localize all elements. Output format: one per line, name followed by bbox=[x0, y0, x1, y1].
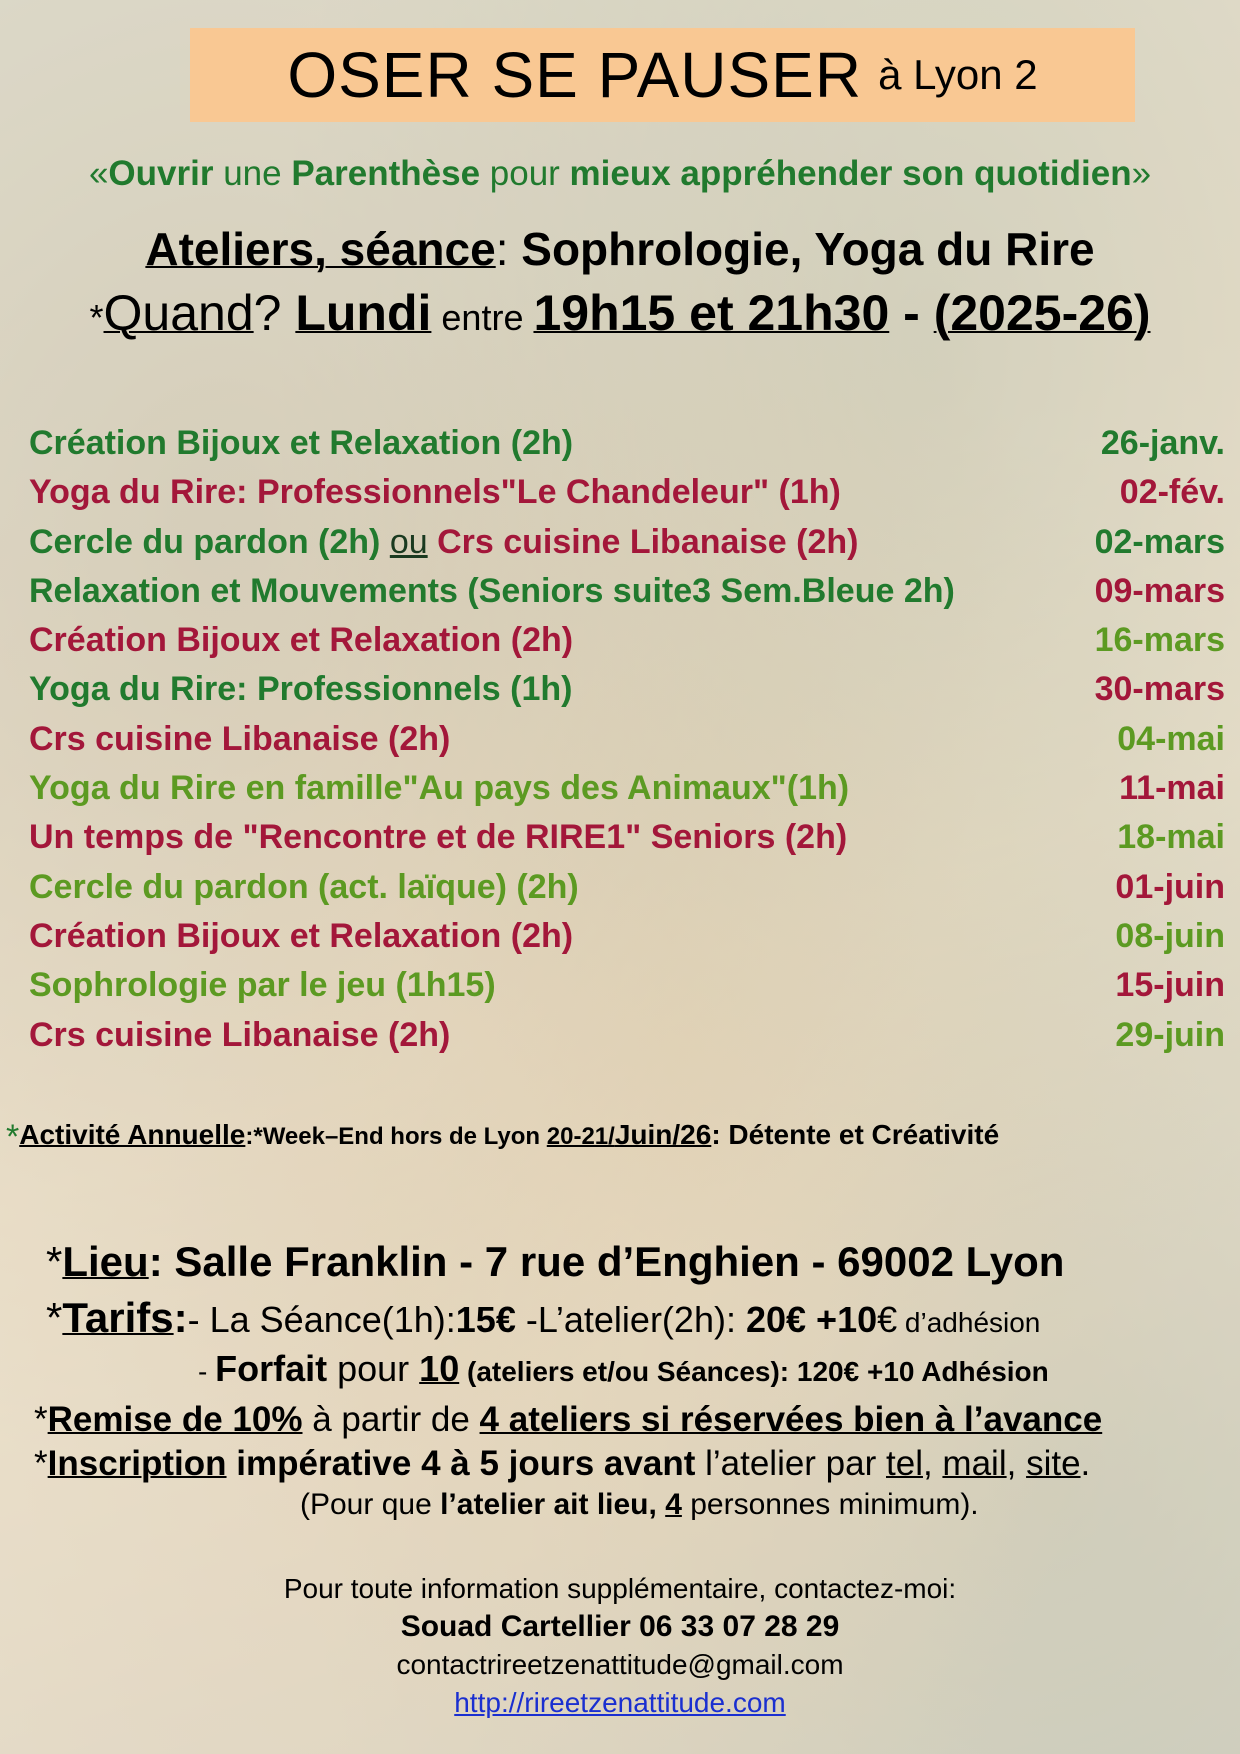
session-name bbox=[29, 523, 858, 562]
session-date: 02-mars bbox=[1094, 522, 1225, 561]
session-name: Création Bijoux et Relaxation (2h) bbox=[29, 424, 574, 462]
package-pour: pour bbox=[327, 1348, 420, 1389]
annual-label: Activité Annuelle bbox=[19, 1119, 246, 1150]
session-name: Un temps de "Rencontre et de RIRE1" Seniors (2h) bbox=[29, 818, 848, 857]
minimum-text: (Pour que bbox=[300, 1488, 441, 1521]
title-banner bbox=[190, 28, 1135, 122]
venue-star: * bbox=[46, 1238, 63, 1285]
session-date: 30-mars bbox=[1094, 670, 1225, 709]
pricing bbox=[46, 1294, 1040, 1342]
schedule-row bbox=[25, 720, 1235, 769]
session-date: 29-juin bbox=[1115, 1015, 1225, 1054]
session-name: Yoga du Rire: Professionnels (1h) bbox=[29, 670, 573, 709]
tagline-open-quote: « bbox=[88, 154, 109, 193]
pricing-membership: +10 bbox=[806, 1299, 878, 1340]
discount-label: Remise de 10% bbox=[47, 1400, 303, 1439]
quand-entre: entre bbox=[431, 297, 534, 338]
registration-comma: , bbox=[1006, 1444, 1027, 1483]
annual-date-month: Juin/26 bbox=[614, 1119, 712, 1150]
session-date: 08-juin bbox=[1115, 916, 1225, 955]
session-name: Yoga du Rire en famille"Au pays des Animaux"(1h) bbox=[29, 769, 850, 808]
minimum-count: 4 bbox=[665, 1488, 682, 1521]
session-name: Crs cuisine Libanaise (2h) bbox=[29, 719, 451, 758]
pricing-workshop: -L’atelier(2h): bbox=[515, 1299, 746, 1340]
contact-name-phone: Souad Cartellier 06 33 07 28 29 bbox=[400, 1610, 840, 1643]
tagline-word: mieux appréhender son bbox=[569, 154, 965, 193]
quand-dash: - bbox=[889, 285, 934, 341]
schedule-row bbox=[25, 670, 1235, 719]
schedule-list bbox=[25, 424, 1235, 1065]
quand-season: (2025-26) bbox=[933, 285, 1151, 341]
pricing-star: * bbox=[46, 1294, 63, 1341]
schedule-row bbox=[25, 1016, 1235, 1065]
schedule-row bbox=[25, 868, 1235, 917]
session-date: 09-mars bbox=[1094, 571, 1225, 610]
session-date: 15-juin bbox=[1115, 966, 1225, 1005]
session-date: 01-juin bbox=[1115, 867, 1225, 906]
quand-star: * bbox=[89, 297, 104, 338]
discount bbox=[34, 1400, 1102, 1440]
ateliers-label: Ateliers, séance bbox=[145, 223, 496, 275]
annual-activity bbox=[6, 1118, 999, 1157]
schedule-row bbox=[25, 769, 1235, 818]
session-name: Sophrologie par le jeu (1h15) bbox=[29, 966, 496, 1005]
minimum-participants bbox=[300, 1488, 979, 1522]
registration-tel: tel bbox=[886, 1444, 923, 1483]
session-or: ou bbox=[389, 522, 428, 561]
package-price bbox=[198, 1348, 1049, 1390]
registration-mail: mail bbox=[942, 1444, 1007, 1483]
annual-weekend: :*Week–End hors de Lyon bbox=[245, 1123, 547, 1150]
schedule-row bbox=[25, 818, 1235, 867]
session-date: 18-mai bbox=[1117, 818, 1225, 857]
registration-comma: , bbox=[922, 1444, 943, 1483]
tagline-word: quotidien bbox=[974, 154, 1132, 193]
ateliers-heading bbox=[0, 222, 1240, 276]
pricing-workshop-price: 20€ bbox=[745, 1299, 807, 1340]
schedule-row bbox=[25, 966, 1235, 1015]
contact-website-link[interactable]: http://rireetzenattitude.com bbox=[454, 1687, 786, 1718]
annual-date-days: 20-21/ bbox=[546, 1123, 615, 1150]
pricing-label: Tarifs bbox=[62, 1294, 174, 1341]
package-details: (ateliers et/ou Séances): 120€ +10 Adhésion bbox=[459, 1356, 1049, 1387]
session-name: Yoga du Rire: Professionnels"Le Chandeleur" (1h) bbox=[29, 473, 841, 512]
quand-hours: 19h15 et 21h30 bbox=[533, 285, 890, 341]
tagline bbox=[0, 154, 1240, 194]
annual-theme: : Détente et Créativité bbox=[711, 1119, 1000, 1150]
page-title: OSER SE PAUSER bbox=[287, 39, 863, 111]
ateliers-activities: Sophrologie, Yoga du Rire bbox=[521, 223, 1095, 275]
schedule-when bbox=[0, 284, 1240, 342]
schedule-row bbox=[25, 621, 1235, 670]
registration-deadline: impérative 4 à 5 jours avant bbox=[226, 1444, 696, 1483]
schedule-row bbox=[25, 424, 1235, 473]
annual-star: * bbox=[6, 1118, 20, 1156]
contact-block bbox=[0, 1570, 1240, 1722]
pricing-session: - La Séance(1h): bbox=[187, 1299, 456, 1340]
quand-qmark: ? bbox=[253, 285, 296, 341]
quand-day: Lundi bbox=[295, 285, 432, 341]
pricing-session-price: 15€ bbox=[455, 1299, 516, 1340]
schedule-row bbox=[25, 917, 1235, 966]
registration-period: . bbox=[1080, 1444, 1091, 1483]
minimum-text-end: personnes minimum). bbox=[681, 1488, 979, 1521]
session-name-part: Crs cuisine Libanaise (2h) bbox=[427, 522, 859, 561]
schedule-row bbox=[25, 572, 1235, 621]
registration bbox=[34, 1444, 1090, 1484]
discount-condition: 4 ateliers si réservées bien à l’avance bbox=[479, 1400, 1103, 1439]
session-name: Cercle du pardon (act. laïque) (2h) bbox=[29, 867, 579, 906]
schedule-row bbox=[25, 473, 1235, 522]
tagline-word: une bbox=[213, 154, 292, 193]
session-name-part: Cercle du pardon (2h) bbox=[29, 522, 390, 561]
pricing-colon: : bbox=[173, 1294, 188, 1341]
contact-intro: Pour toute information supplémentaire, contactez-moi: bbox=[283, 1573, 957, 1604]
tagline-word: pour bbox=[480, 154, 570, 193]
contact-email[interactable]: contactrireetzenattitude@gmail.com bbox=[396, 1649, 844, 1680]
session-name: Création Bijoux et Relaxation (2h) bbox=[29, 916, 574, 955]
session-name: Relaxation et Mouvements (Seniors suite3 Sem.Bleue 2h) bbox=[29, 571, 955, 610]
session-date: 26-janv. bbox=[1100, 424, 1225, 462]
page-title-location: à Lyon 2 bbox=[878, 51, 1038, 98]
discount-mid: à partir de bbox=[302, 1400, 480, 1439]
venue bbox=[46, 1238, 1064, 1286]
session-date: 11-mai bbox=[1119, 769, 1225, 808]
discount-star: * bbox=[34, 1400, 48, 1439]
package-dash: - bbox=[198, 1356, 216, 1387]
registration-by: l’atelier par bbox=[695, 1444, 886, 1483]
tagline-close-quote: » bbox=[1131, 154, 1152, 193]
tagline-word: Parenthèse bbox=[291, 154, 481, 193]
package-count: 10 bbox=[419, 1348, 460, 1389]
schedule-row bbox=[25, 523, 1235, 572]
venue-label: Lieu bbox=[62, 1238, 149, 1285]
pricing-euro: € bbox=[877, 1299, 898, 1340]
session-date: 16-mars bbox=[1094, 621, 1225, 660]
session-name: Création Bijoux et Relaxation (2h) bbox=[29, 621, 574, 660]
quand-label: Quand bbox=[103, 285, 254, 341]
minimum-text-bold: l’atelier ait lieu, bbox=[440, 1488, 666, 1521]
registration-label: Inscription bbox=[47, 1444, 227, 1483]
session-date: 02-fév. bbox=[1119, 473, 1225, 512]
venue-address: : Salle Franklin - 7 rue d’Enghien - 69002 Lyon bbox=[148, 1238, 1065, 1285]
tagline-word: Ouvrir bbox=[108, 154, 214, 193]
registration-site: site bbox=[1026, 1444, 1081, 1483]
tagline-space bbox=[964, 154, 974, 193]
session-date: 04-mai bbox=[1117, 719, 1225, 758]
session-name: Crs cuisine Libanaise (2h) bbox=[29, 1015, 451, 1054]
pricing-membership-label: d’adhésion bbox=[897, 1307, 1041, 1338]
registration-star: * bbox=[34, 1444, 48, 1483]
ateliers-sep: : bbox=[495, 223, 522, 275]
package-label: Forfait bbox=[215, 1348, 328, 1389]
